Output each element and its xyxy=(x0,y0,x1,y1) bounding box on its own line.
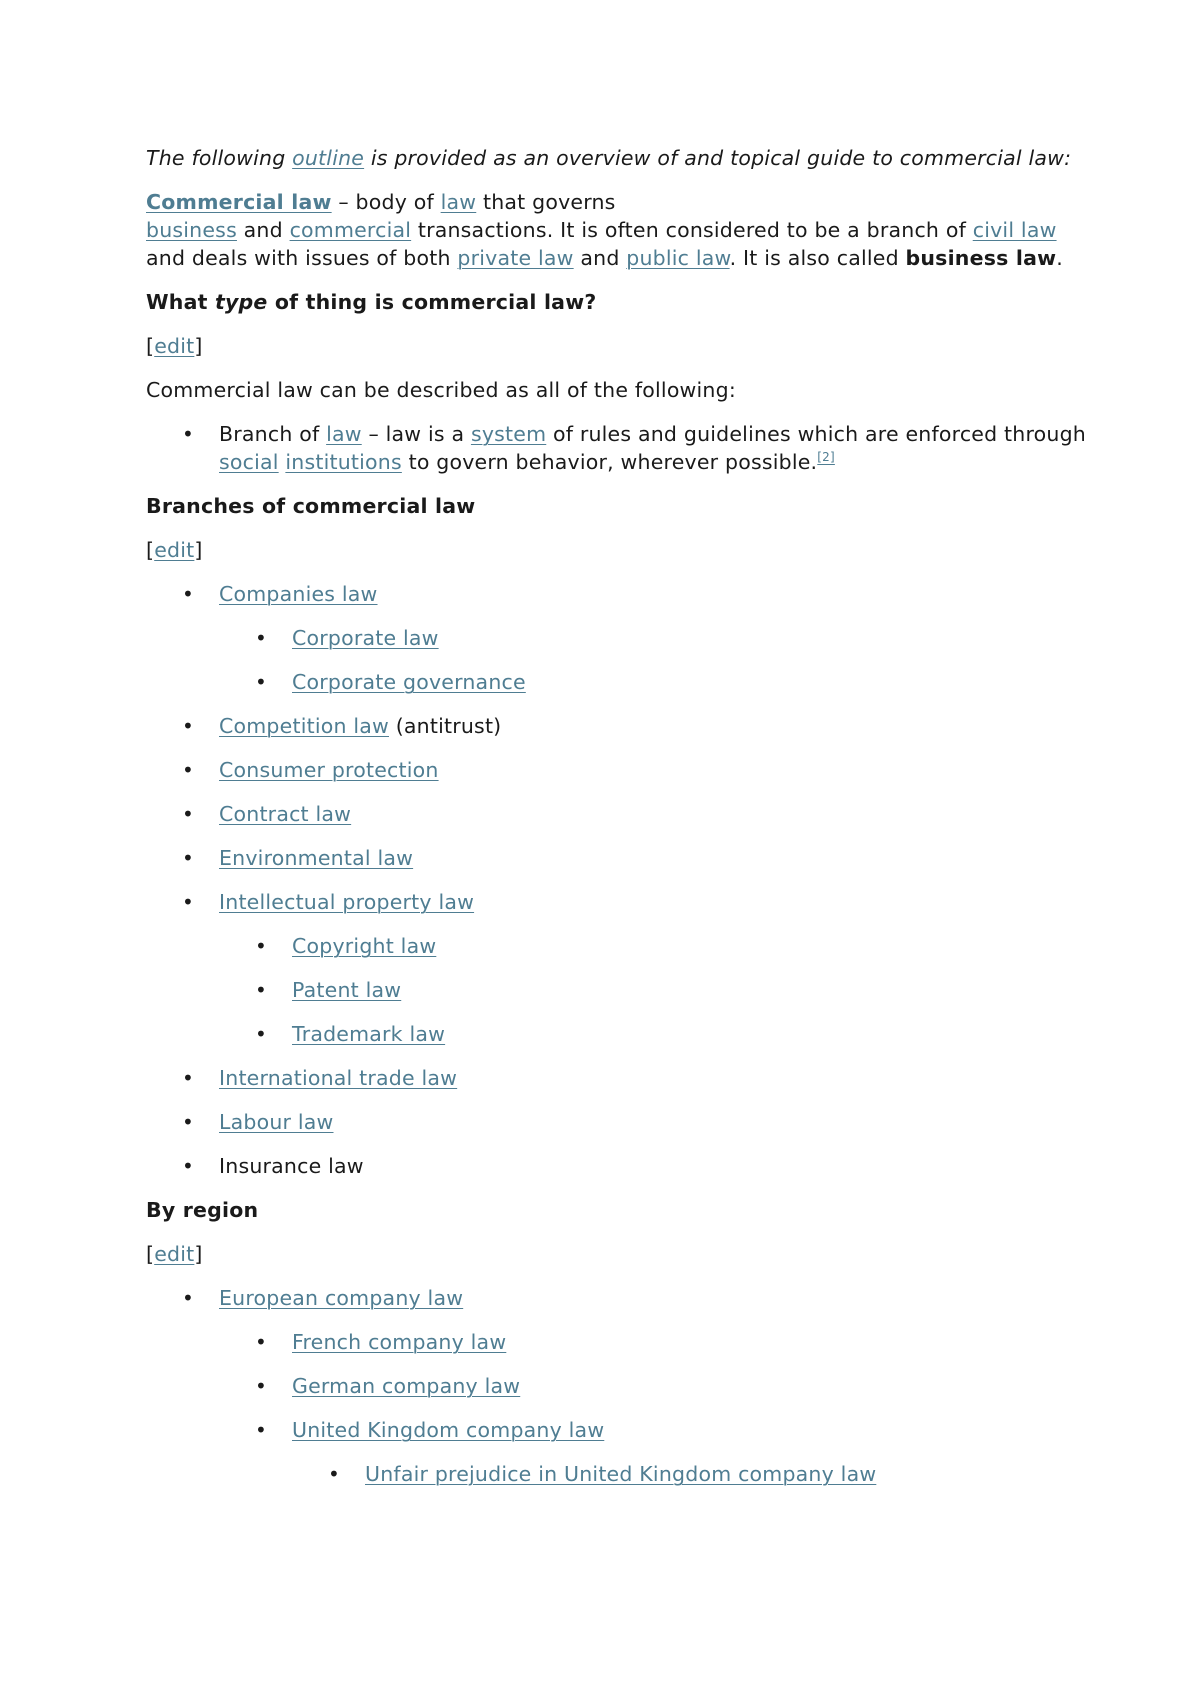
lead-text: – body of xyxy=(331,190,441,214)
trademark-law-link[interactable]: Trademark law xyxy=(292,1022,446,1046)
labour-law-link[interactable]: Labour law xyxy=(219,1110,334,1134)
bullet-icon: • xyxy=(182,802,194,826)
bullet-icon: • xyxy=(182,582,194,606)
bullet-icon: • xyxy=(255,1418,267,1442)
list-item xyxy=(219,668,1086,696)
business-law-bold: business law xyxy=(905,246,1057,270)
corporate-law-link[interactable]: Corporate law xyxy=(292,626,439,650)
bracket-open: [ xyxy=(146,1242,155,1266)
companies-law-link[interactable]: Companies law xyxy=(219,582,378,606)
patent-law-link[interactable]: Patent law xyxy=(292,978,402,1002)
bracket-open: [ xyxy=(146,334,155,358)
commercial-link[interactable]: commercial xyxy=(289,218,412,242)
heading-text: of thing is commercial law? xyxy=(267,290,597,314)
list-item xyxy=(146,1152,1086,1180)
bracket-close: ] xyxy=(194,1242,203,1266)
section-heading-branches: Branches of commercial law xyxy=(146,494,476,518)
lead-text: and xyxy=(573,246,627,270)
system-link[interactable]: system xyxy=(470,422,547,446)
list-item xyxy=(146,844,1086,872)
list-item xyxy=(219,1372,1086,1400)
list-item xyxy=(219,1416,1086,1488)
bracket-open: [ xyxy=(146,538,155,562)
list-item xyxy=(219,624,1086,652)
lead-text: that governs xyxy=(476,190,616,214)
french-company-law-link[interactable]: French company law xyxy=(292,1330,507,1354)
bullet-icon: • xyxy=(182,1286,194,1310)
bullet-icon: • xyxy=(182,846,194,870)
list-item xyxy=(219,932,1086,960)
list-item xyxy=(292,1460,1086,1488)
environmental-law-link[interactable]: Environmental law xyxy=(219,846,414,870)
bullet-icon: • xyxy=(182,714,194,738)
intro-text: The following xyxy=(146,146,293,170)
bracket-close: ] xyxy=(194,538,203,562)
corporate-governance-link[interactable]: Corporate governance xyxy=(292,670,526,694)
sublist xyxy=(292,1460,1086,1488)
business-link[interactable]: business xyxy=(146,218,237,242)
intro-paragraph xyxy=(146,144,1086,172)
edit-section-2 xyxy=(146,536,1086,564)
outline-link[interactable]: outline xyxy=(292,146,365,170)
section-heading-region: By region xyxy=(146,1198,259,1222)
bullet-icon: • xyxy=(182,1110,194,1134)
social-link[interactable]: social xyxy=(219,450,279,474)
commercial-law-link[interactable]: Commercial law xyxy=(146,190,332,214)
sublist xyxy=(219,932,1086,1048)
edit-section-3 xyxy=(146,1240,1086,1268)
item-text: – law is a xyxy=(361,422,471,446)
bracket-close: ] xyxy=(194,334,203,358)
list-item xyxy=(146,712,1086,740)
consumer-protection-link[interactable]: Consumer protection xyxy=(219,758,439,782)
bullet-icon: • xyxy=(182,758,194,782)
list-item xyxy=(219,1328,1086,1356)
intro-text-end: is provided as an overview of and topical guide to commercial law: xyxy=(364,146,1072,170)
type-list xyxy=(146,420,1086,476)
item-text: to govern behavior, wherever possible. xyxy=(401,450,818,474)
section1-body: Commercial law can be described as all of the following: xyxy=(146,378,736,402)
international-trade-law-link[interactable]: International trade law xyxy=(219,1066,458,1090)
section-heading-type xyxy=(146,288,1086,316)
item-text: of rules and guidelines which are enforced through xyxy=(546,422,1086,446)
item-note: (antitrust) xyxy=(389,714,502,738)
list-item xyxy=(219,1020,1086,1048)
german-company-law-link[interactable]: German company law xyxy=(292,1374,521,1398)
lead-text: transactions. It is often considered to be a branch of xyxy=(411,218,973,242)
bullet-icon: • xyxy=(182,422,194,446)
insurance-law-text: Insurance law xyxy=(219,1154,364,1178)
lead-paragraph xyxy=(146,188,1086,272)
bullet-icon: • xyxy=(182,890,194,914)
list-item xyxy=(146,580,1086,696)
edit-link[interactable]: edit xyxy=(154,538,195,562)
list-item xyxy=(146,1108,1086,1136)
bullet-icon: • xyxy=(255,1374,267,1398)
copyright-law-link[interactable]: Copyright law xyxy=(292,934,437,958)
lead-text: . It is also called xyxy=(729,246,906,270)
bullet-icon: • xyxy=(328,1462,340,1486)
edit-link[interactable]: edit xyxy=(154,334,195,358)
bullet-icon: • xyxy=(255,670,267,694)
sublist xyxy=(219,624,1086,696)
item-text: Branch of xyxy=(219,422,327,446)
list-item xyxy=(146,800,1086,828)
bullet-icon: • xyxy=(255,978,267,1002)
private-law-link[interactable]: private law xyxy=(457,246,574,270)
reference-link[interactable]: [2] xyxy=(817,450,835,464)
public-law-link[interactable]: public law xyxy=(626,246,730,270)
law-link[interactable]: law xyxy=(326,422,362,446)
list-item xyxy=(146,756,1086,784)
lead-text: and deals with issues of both xyxy=(146,246,458,270)
bullet-icon: • xyxy=(182,1066,194,1090)
law-link[interactable]: law xyxy=(440,190,477,214)
bullet-icon: • xyxy=(182,1154,194,1178)
document-page xyxy=(146,144,1086,1504)
civil-law-link[interactable]: civil law xyxy=(972,218,1057,242)
list-item xyxy=(146,1284,1086,1488)
bullet-icon: • xyxy=(255,934,267,958)
lead-text: . xyxy=(1056,246,1063,270)
competition-law-link[interactable]: Competition law xyxy=(219,714,389,738)
branches-list xyxy=(146,580,1086,1180)
heading-emphasis: type xyxy=(214,290,268,314)
sublist xyxy=(219,1328,1086,1488)
region-list xyxy=(146,1284,1086,1488)
edit-section-1 xyxy=(146,332,1086,360)
bullet-icon: • xyxy=(255,1022,267,1046)
list-item xyxy=(146,420,1086,476)
bullet-icon: • xyxy=(255,1330,267,1354)
bullet-icon: • xyxy=(255,626,267,650)
contract-law-link[interactable]: Contract law xyxy=(219,802,352,826)
list-item xyxy=(146,888,1086,1048)
list-item xyxy=(219,976,1086,1004)
edit-link[interactable]: edit xyxy=(154,1242,195,1266)
european-company-law-link[interactable]: European company law xyxy=(219,1286,464,1310)
heading-text: What xyxy=(146,290,215,314)
uk-company-law-link[interactable]: United Kingdom company law xyxy=(292,1418,605,1442)
lead-text: and xyxy=(236,218,290,242)
unfair-prejudice-link[interactable]: Unfair prejudice in United Kingdom company law xyxy=(365,1462,877,1486)
list-item xyxy=(146,1064,1086,1092)
institutions-link[interactable]: institutions xyxy=(285,450,402,474)
intellectual-property-law-link[interactable]: Intellectual property law xyxy=(219,890,475,914)
